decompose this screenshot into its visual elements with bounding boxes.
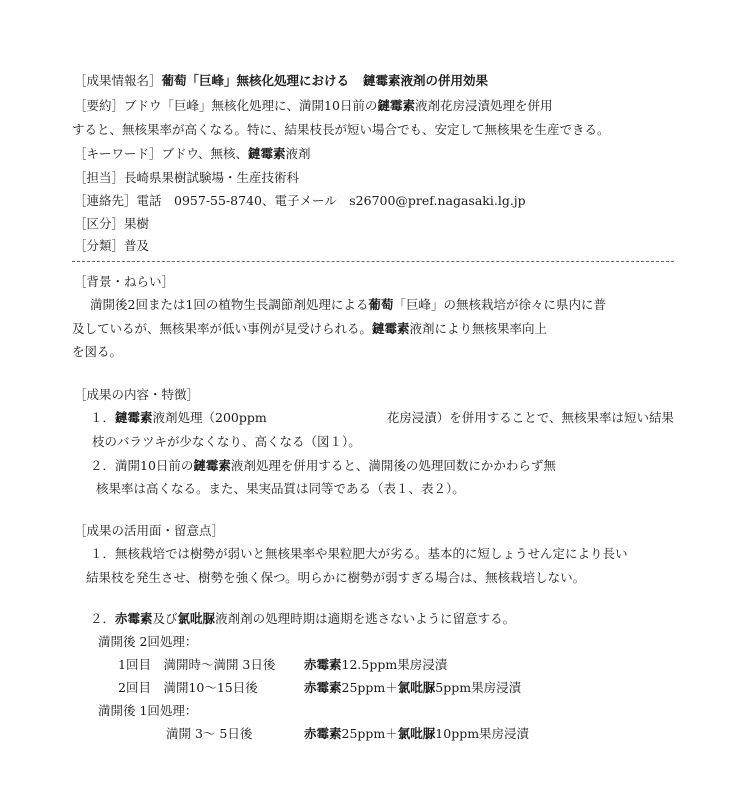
title-line: [74, 75, 488, 88]
bunrui-line: [74, 240, 149, 253]
background-line-3: を図る。: [72, 344, 123, 359]
section-divider: [72, 261, 674, 262]
keyword-line: [74, 148, 311, 161]
round-2-detail: [304, 682, 521, 695]
results-item-2-cont: 核果率は高くなる。また、果実品質は同等である（表１、表２）。: [96, 481, 465, 496]
round-1-rest: 12.5ppm果房浸漬: [341, 657, 448, 672]
round-2-bold-2: 氯吡脲: [397, 680, 436, 695]
background-text-2a: 及しているが、無核果率が低い事例が見受けられる。: [72, 321, 373, 336]
keyword-text-1: ブドウ、無核、: [161, 146, 249, 161]
summary-text-1-rest: 液剤花房浸漬処理を併用: [414, 98, 553, 113]
round-1-detail: [304, 659, 447, 672]
usage-item-2-num: ２．: [90, 611, 116, 626]
usage-heading: ［成果の活用面・留意点］: [74, 523, 225, 538]
usage-item-1-cont: 結果枝を発生させ、樹勢を強く保つ。明らかに樹勢が弱すぎる場合は、無核栽培しない。: [86, 570, 586, 585]
contact-label: ［連絡先］: [74, 193, 137, 208]
results-item-1: [90, 412, 674, 425]
results-heading: ［成果の内容・特徴］: [74, 387, 200, 402]
results-item-1-num: １．: [90, 410, 116, 425]
results-item-1-text-a: 液剤処理（200ppm: [152, 410, 267, 425]
results-item-2-bold: 鏈霉素: [193, 458, 231, 473]
keyword-text-2: 液剤: [285, 146, 311, 161]
results-item-2: [90, 460, 556, 473]
background-text-1b: 「巨峰」の無核栽培が徐々に県内に普: [393, 297, 606, 312]
results-item-1-cont: 枝のバラツキが少なくなり、高くなる（図１）。: [92, 434, 361, 449]
usage-item-2-bold-2: 氯吡脲: [177, 611, 216, 626]
bunrui-text: 普及: [124, 238, 150, 253]
usage-item-2-rest: 液剤剤の処理時期は適期を逃さないように留意する。: [215, 611, 516, 626]
background-bold-1: 葡萄: [368, 297, 394, 312]
round-3-label: 満開 3～ 5日後: [166, 726, 253, 741]
results-item-1-bold: 鏈霉素: [115, 410, 153, 425]
background-line-1: [90, 299, 606, 312]
tanto-text: 長崎県果樹試験場・生産技術科: [124, 170, 300, 185]
title-text-b: 鏈霉素液剤の併用効果: [363, 73, 489, 88]
results-item-2-text-a: ２．満開10日前の: [90, 458, 194, 473]
kubun-label: ［区分］: [74, 216, 125, 231]
round-3-rest: 10ppm果房浸漬: [435, 726, 530, 741]
kubun-text: 果樹: [124, 216, 150, 231]
summary-label: ［要約］: [74, 98, 125, 113]
round-3-bold-2: 氯吡脲: [397, 726, 436, 741]
summary-bold: 鏈霉素: [377, 98, 415, 113]
contact-text: 電話 0957-55-8740、電子メール s26700@pref.nagasaki.lg.jp: [136, 193, 526, 208]
summary-text-1: ブドウ「巨峰」無核化処理に、満開10日前の: [124, 98, 378, 113]
background-text-1a: 満開後2回または1回の植物生長調節剤処理による: [90, 297, 369, 312]
background-line-2: [72, 323, 547, 336]
round-3-mid: 25ppm＋: [341, 726, 398, 741]
bunrui-label: ［分類］: [74, 238, 125, 253]
tanto-label: ［担当］: [74, 170, 125, 185]
background-heading: ［背景・ねらい］: [74, 274, 175, 289]
round-2-label: 2回目 満開10～15日後: [118, 680, 258, 695]
summary-line-1: [74, 100, 552, 113]
two-treatment-label: 満開後 2回処理：: [98, 634, 198, 649]
round-2-rest: 5ppm果房浸漬: [435, 680, 522, 695]
one-treatment-label: 満開後 1回処理：: [98, 703, 198, 718]
round-2-bold-1: 赤霉素: [304, 680, 342, 695]
keyword-label: ［キーワード］: [74, 146, 162, 161]
background-text-2b: 液剤により無核果率向上: [409, 321, 548, 336]
round-2-mid: 25ppm＋: [341, 680, 398, 695]
background-bold-2: 鏈霉素: [372, 321, 410, 336]
summary-line-2: すると、無核果率が高くなる。特に、結果枝長が短い場合でも、安定して無核果を生産できる。: [72, 122, 610, 137]
round-1-label: 1回目 満開時～満開 3日後: [118, 657, 276, 672]
contact-line: [74, 195, 526, 208]
results-item-2-text-b: 液剤処理を併用すると、満開後の処理回数にかかわらず無: [230, 458, 556, 473]
usage-item-2-mid: 及び: [152, 611, 178, 626]
tanto-line: [74, 172, 299, 185]
usage-item-1: １．無核栽培では樹勢が弱いと無核果率や果粒肥大が劣る。基本的に短しょうせん定により長い: [90, 546, 628, 561]
title-label: ［成果情報名］: [74, 73, 162, 88]
round-1-bold: 赤霉素: [304, 657, 342, 672]
keyword-bold: 鏈霉素: [248, 146, 286, 161]
title-text-a: 葡萄「巨峰」無核化処理における: [161, 73, 350, 88]
round-3-bold-1: 赤霉素: [304, 726, 342, 741]
kubun-line: [74, 218, 149, 231]
results-item-1-text-b: 花房浸漬）を併用することで、無核果率は短い結果: [386, 410, 675, 425]
round-3-detail: [304, 728, 529, 741]
usage-item-2: [90, 613, 515, 626]
usage-item-2-bold-1: 赤霉素: [115, 611, 153, 626]
